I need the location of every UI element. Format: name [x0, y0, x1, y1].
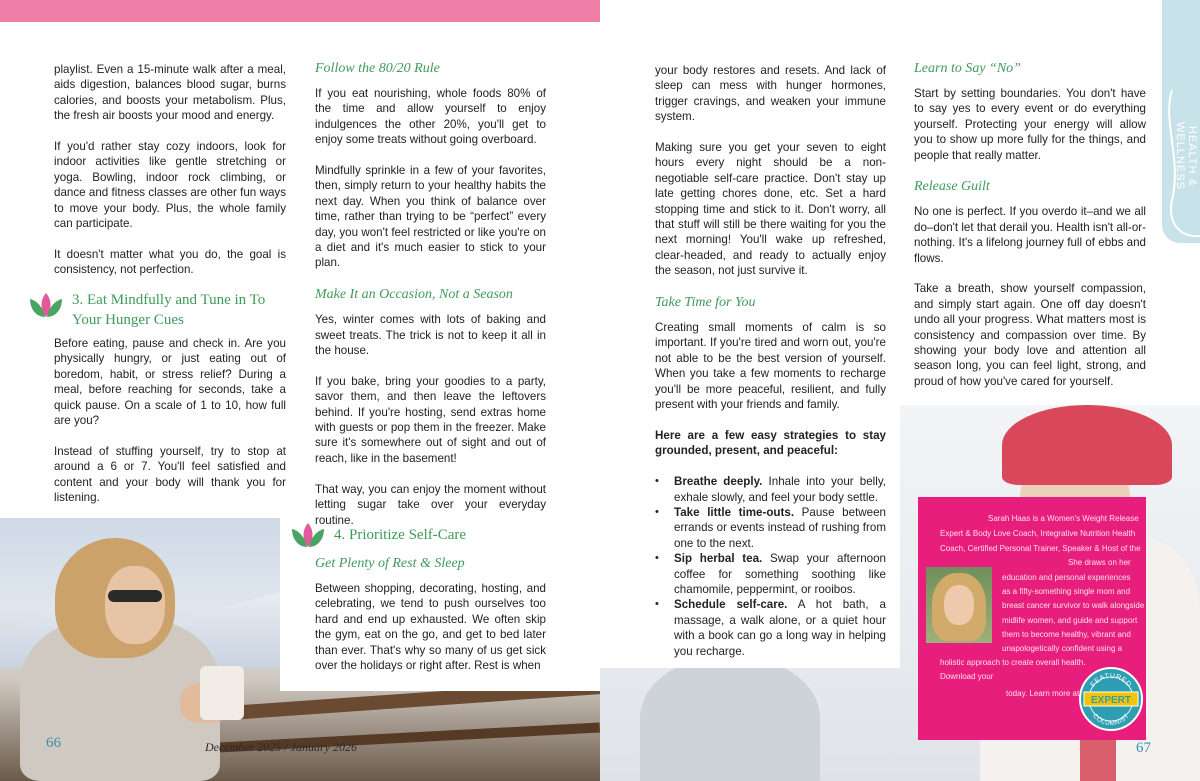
- paragraph: Between shopping, decorating, hosting, and celebrating, we tend to push ourselves too hard and end up exhausted. We often skip the gym, eat on the go, and get to bed later than ever. That's why so many of us get sick over the holidays or right after. Rest is when: [315, 582, 546, 673]
- paragraph: If you eat nourishing, whole foods 80% of the time and allow yourself to enjoy indulgences the other 20%, you'll get to enjoy some treats without going overboard.: [315, 87, 546, 147]
- lotus-icon: [26, 290, 66, 320]
- paragraph: your body restores and resets. And lack of sleep can mess with hunger hormones, trigger cravings, and weaken your immune system.: [655, 64, 886, 124]
- section-4-title: 4. Prioritize Self-Care: [334, 527, 467, 543]
- paragraph: playlist. Even a 15-minute walk after a meal, aids digestion, balances blood sugar, burns calories, and boosts your metabolism. Plus, the fresh air boosts your mood and energy.: [54, 63, 286, 123]
- top-pink-band: [0, 0, 600, 22]
- paragraph: That way, you can enjoy the moment without letting sugar take over your everyday routine.: [315, 482, 546, 527]
- section-3-title: 3. Eat Mindfully and Tune in To Your Hunger Cues: [72, 292, 266, 328]
- subheading-rest-sleep: Get Plenty of Rest & Sleep: [315, 556, 465, 571]
- bio-line: as a fifty-something single mom and: [1002, 587, 1131, 596]
- paragraph: It doesn't matter what you do, the goal is consistency, not perfection.: [54, 247, 286, 277]
- paragraph: Instead of stuffing yourself, try to stop at around a 6 or 7. You'll feel satisfied and content and your body will thank you for listening.: [54, 444, 286, 505]
- lotus-icon: [288, 520, 328, 550]
- bio-line: midlife women, and guide and support: [1002, 616, 1138, 625]
- bio-line: Download your: [940, 672, 994, 681]
- badge-top-text: FEATURED: [1089, 672, 1133, 689]
- list-item: • Sip herbal tea. Swap your afternoon coffee for something soothing like chamomile, peppermint, or rooibos.: [655, 551, 886, 597]
- bio-line: Coach, Certified Personal Trainer, Speaker & Host of the: [940, 544, 1141, 553]
- page-number-right: 67: [1136, 740, 1151, 756]
- badge-bottom-text: COLUMNIST: [1091, 712, 1131, 728]
- list-item: • Take little time-outs. Pause between errands or events instead of rushing from one to the next.: [655, 505, 886, 551]
- paragraph: If you bake, bring your goodies to a party, savor them, and then leave the leftovers behind. If you're hosting, send extras home with guests or pop them in the freezer. Make sure it's somewhere out of sight and out of reach, like in the basement!: [315, 374, 546, 465]
- column-4: [914, 60, 1146, 389]
- paragraph: Yes, winter comes with lots of baking and sweet treats. The trick is not to keep it all in the house.: [315, 313, 546, 358]
- paragraph: Creating small moments of calm is so important. If you're tired and worn out, you're not able to be the best version of yourself. When you take a few moments to recharge you'll be more peaceful, resilient, and fully present with your friends and family.: [655, 321, 886, 412]
- subheading-time-for-you: Take Time for You: [655, 295, 756, 311]
- subheading-occasion: Make It an Occasion, Not a Season: [315, 287, 513, 303]
- featured-expert-badge: [1078, 666, 1144, 732]
- bio-line: unapologetically confident using a: [1002, 644, 1123, 653]
- subheading-say-no: Learn to Say “No”: [914, 61, 1021, 76]
- paragraph: No one is perfect. If you overdo it–and we all do–don't let that derail you. Health isn't all-or-nothing. It's a lifelong journey full of ebbs and flows.: [914, 205, 1146, 265]
- column-1: [54, 62, 286, 278]
- bio-line: Expert & Body Love Coach, Integrative Nutrition Health: [940, 529, 1136, 538]
- paragraph: If you'd rather stay cozy indoors, look for indoor activities like gentle stretching or yoga. Bowling, indoor rock climbing, or dance and fitness classes are other fun ways to move your body. Plus, the whole family can participate.: [54, 140, 286, 231]
- author-photo: [926, 567, 992, 643]
- bio-line: education and personal experiences: [1002, 573, 1131, 582]
- paragraph: Start by setting boundaries. You don't have to say yes to every event or do everything yourself. Protecting your energy will allow you to show up more fully for the things, and people that really matter.: [914, 87, 1146, 162]
- list-item: • Breathe deeply. Inhale into your belly, exhale slowly, and feel your body settle.: [655, 474, 886, 505]
- bio-line: holistic approach to create overall health.: [940, 658, 1086, 667]
- subheading-80-20: Follow the 80/20 Rule: [315, 61, 440, 76]
- section-tab-label: HEALTH & WELLNESS: [1174, 122, 1198, 190]
- paragraph: Before eating, pause and check in. Are you physically hungry, or just eating out of boredom, habit, or stress relief? During a meal, before reaching for seconds, take a quick pause. On a scale of 1 to 10, how full are you?: [54, 337, 286, 428]
- paragraph: Mindfully sprinkle in a few of your favorites, then, simply return to your healthy habits the next day. When you think of balance over time, rather than trying to be “perfect” every day, you won't feel restricted or like you're on a diet and it's much easier to stick to your plan.: [315, 164, 546, 270]
- strategies-lead: Here are a few easy strategies to stay grounded, present, and peaceful:: [655, 428, 886, 458]
- page-number-left: 66: [46, 735, 61, 751]
- bio-line: Sarah Haas is a Women's Weight Release: [988, 514, 1139, 523]
- issue-date: December 2025 / January 2026: [205, 740, 357, 754]
- badge-mid-text: EXPERT: [1090, 695, 1132, 706]
- section-3-heading: [26, 290, 286, 330]
- paragraph: Making sure you get your seven to eight hours every night should be a non-negotiable self-care practice. Don't stay up late getting chores done, etc. Set a hard stopping time and stick to it. Don't worry, all that stuff will still be there waiting for you the next morning! You'll wake up refreshed, clear-headed, and ready to actually enjoy the season, not just survive it.: [655, 141, 886, 278]
- list-item: • Schedule self-care. A hot bath, a massage, a walk alone, or a quiet hour with a book can go a long way in helping you recharge.: [655, 597, 886, 659]
- column-2: [315, 60, 546, 528]
- strategies-list: [655, 474, 886, 659]
- bio-line: She draws on her: [1068, 558, 1131, 567]
- subheading-release-guilt: Release Guilt: [914, 179, 990, 195]
- bio-line: breast cancer survivor to walk alongside: [1002, 601, 1145, 610]
- bio-line: them to become healthy, vibrant and: [1002, 630, 1131, 639]
- column-2-continued: [315, 555, 546, 673]
- paragraph: Take a breath, show yourself compassion, and simply start again. One off day doesn't undo all your progress. What matters most is consistency and compassion over time. By showing your body love and attention all season long, you can feel light, strong, and proud of how you've cared for yourself.: [914, 282, 1146, 388]
- column-3: [655, 63, 886, 659]
- section-4-heading: [288, 520, 548, 550]
- column-1-continued: [54, 336, 286, 505]
- bio-line: today. Learn more at: [1006, 689, 1080, 698]
